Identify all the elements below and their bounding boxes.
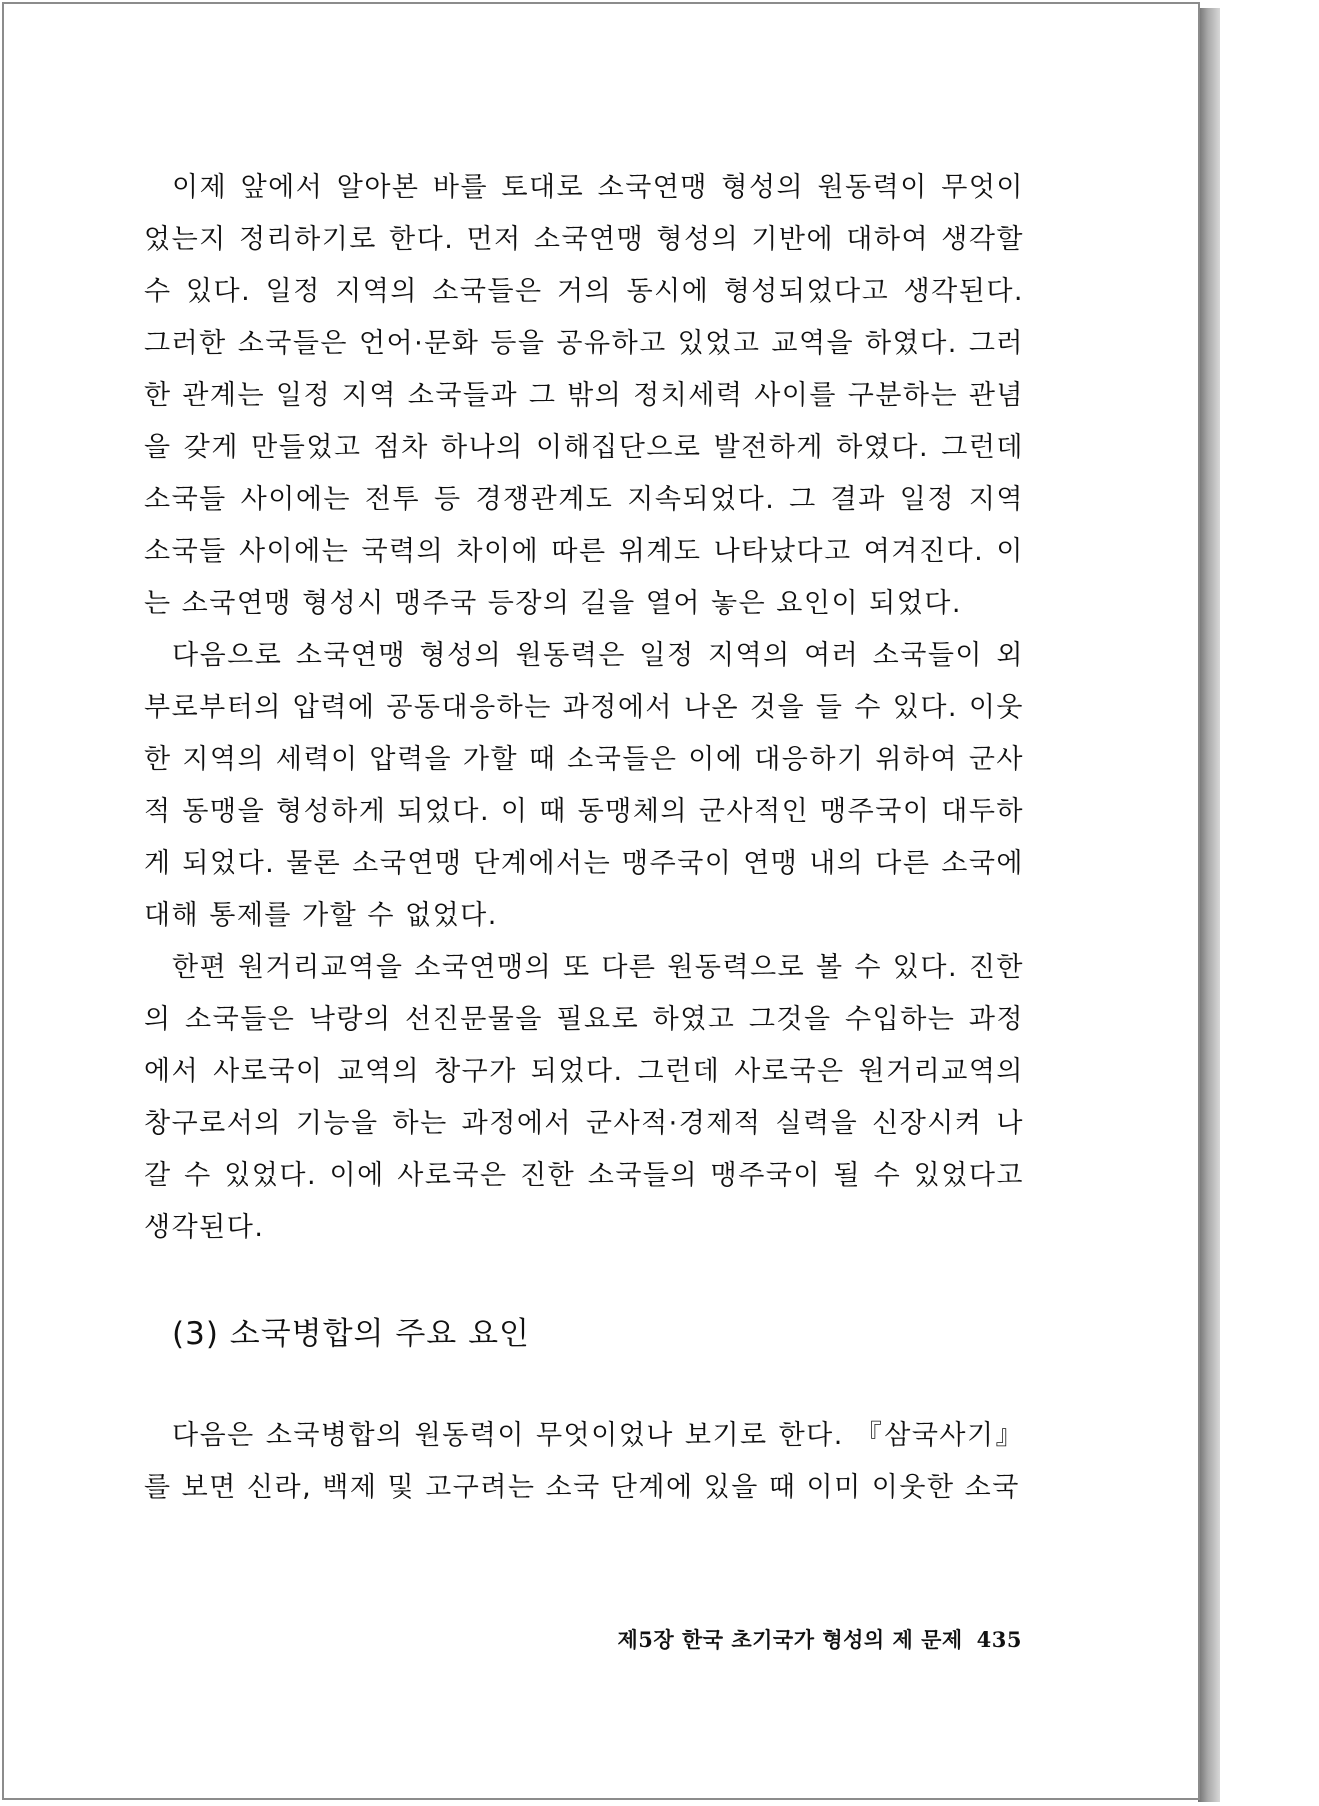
body-text xyxy=(144,162,1024,1514)
paragraph-3: 한편 원거리교역을 소국연맹의 또 다른 원동력으로 볼 수 있다. 진한의 소국들은 낙랑의 선진문물을 필요로 하였고 그것을 수입하는 과정에서 사로국이 교역의 창구가 되었다. 그런데 사로국은 원거리교역의 창구로서의 기능을 하는 과정에서 군사적·경제적 실력을 신장시켜 나갈 수 있었다. 이에 사로국은 진한 소국들의 맹주국이 될 수 있었다고 생각된다. xyxy=(144,952,1024,1243)
page-footer xyxy=(617,1624,1022,1654)
paragraph-2: 다음으로 소국연맹 형성의 원동력은 일정 지역의 여러 소국들이 외부로부터의 압력에 공동대응하는 과정에서 나온 것을 들 수 있다. 이웃한 지역의 세력이 압력을 가할 때 소국들은 이에 대응하기 위하여 군사적 동맹을 형성하게 되었다. 이 때 동맹체의 군사적인 맹주국이 대두하게 되었다. 물론 소국연맹 단계에서는 맹주국이 연맹 내의 다른 소국에 대해 통제를 가할 수 없었다. xyxy=(144,640,1024,931)
page-edge-shadow xyxy=(1198,8,1220,1802)
section-heading: (3) 소국병합의 주요 요인 xyxy=(172,1316,530,1352)
paragraph-4: 다음은 소국병합의 원동력이 무엇이었나 보기로 한다. 『삼국사기』를 보면 신라, 백제 및 고구려는 소국 단계에 있을 때 이미 이웃한 소국 xyxy=(144,1420,1024,1503)
running-title: 제5장 한국 초기국가 형성의 제 문제 xyxy=(617,1627,963,1652)
book-page xyxy=(2,2,1200,1800)
page-number: 435 xyxy=(976,1627,1022,1652)
paragraph-1: 이제 앞에서 알아본 바를 토대로 소국연맹 형성의 원동력이 무엇이었는지 정리하기로 한다. 먼저 소국연맹 형성의 기반에 대하여 생각할 수 있다. 일정 지역의 소국들은 거의 동시에 형성되었다고 생각된다. 그러한 소국들은 언어·문화 등을 공유하고 있었고 교역을 하였다. 그러한 관계는 일정 지역 소국들과 그 밖의 정치세력 사이를 구분하는 관념을 갖게 만들었고 점차 하나의 이해집단으로 발전하게 하였다. 그런데 소국들 사이에는 전투 등 경쟁관계도 지속되었다. 그 결과 일정 지역 소국들 사이에는 국력의 차이에 따른 위계도 나타났다고 여겨진다. 이는 소국연맹 형성시 맹주국 등장의 길을 열어 놓은 요인이 되었다. xyxy=(144,172,1024,619)
